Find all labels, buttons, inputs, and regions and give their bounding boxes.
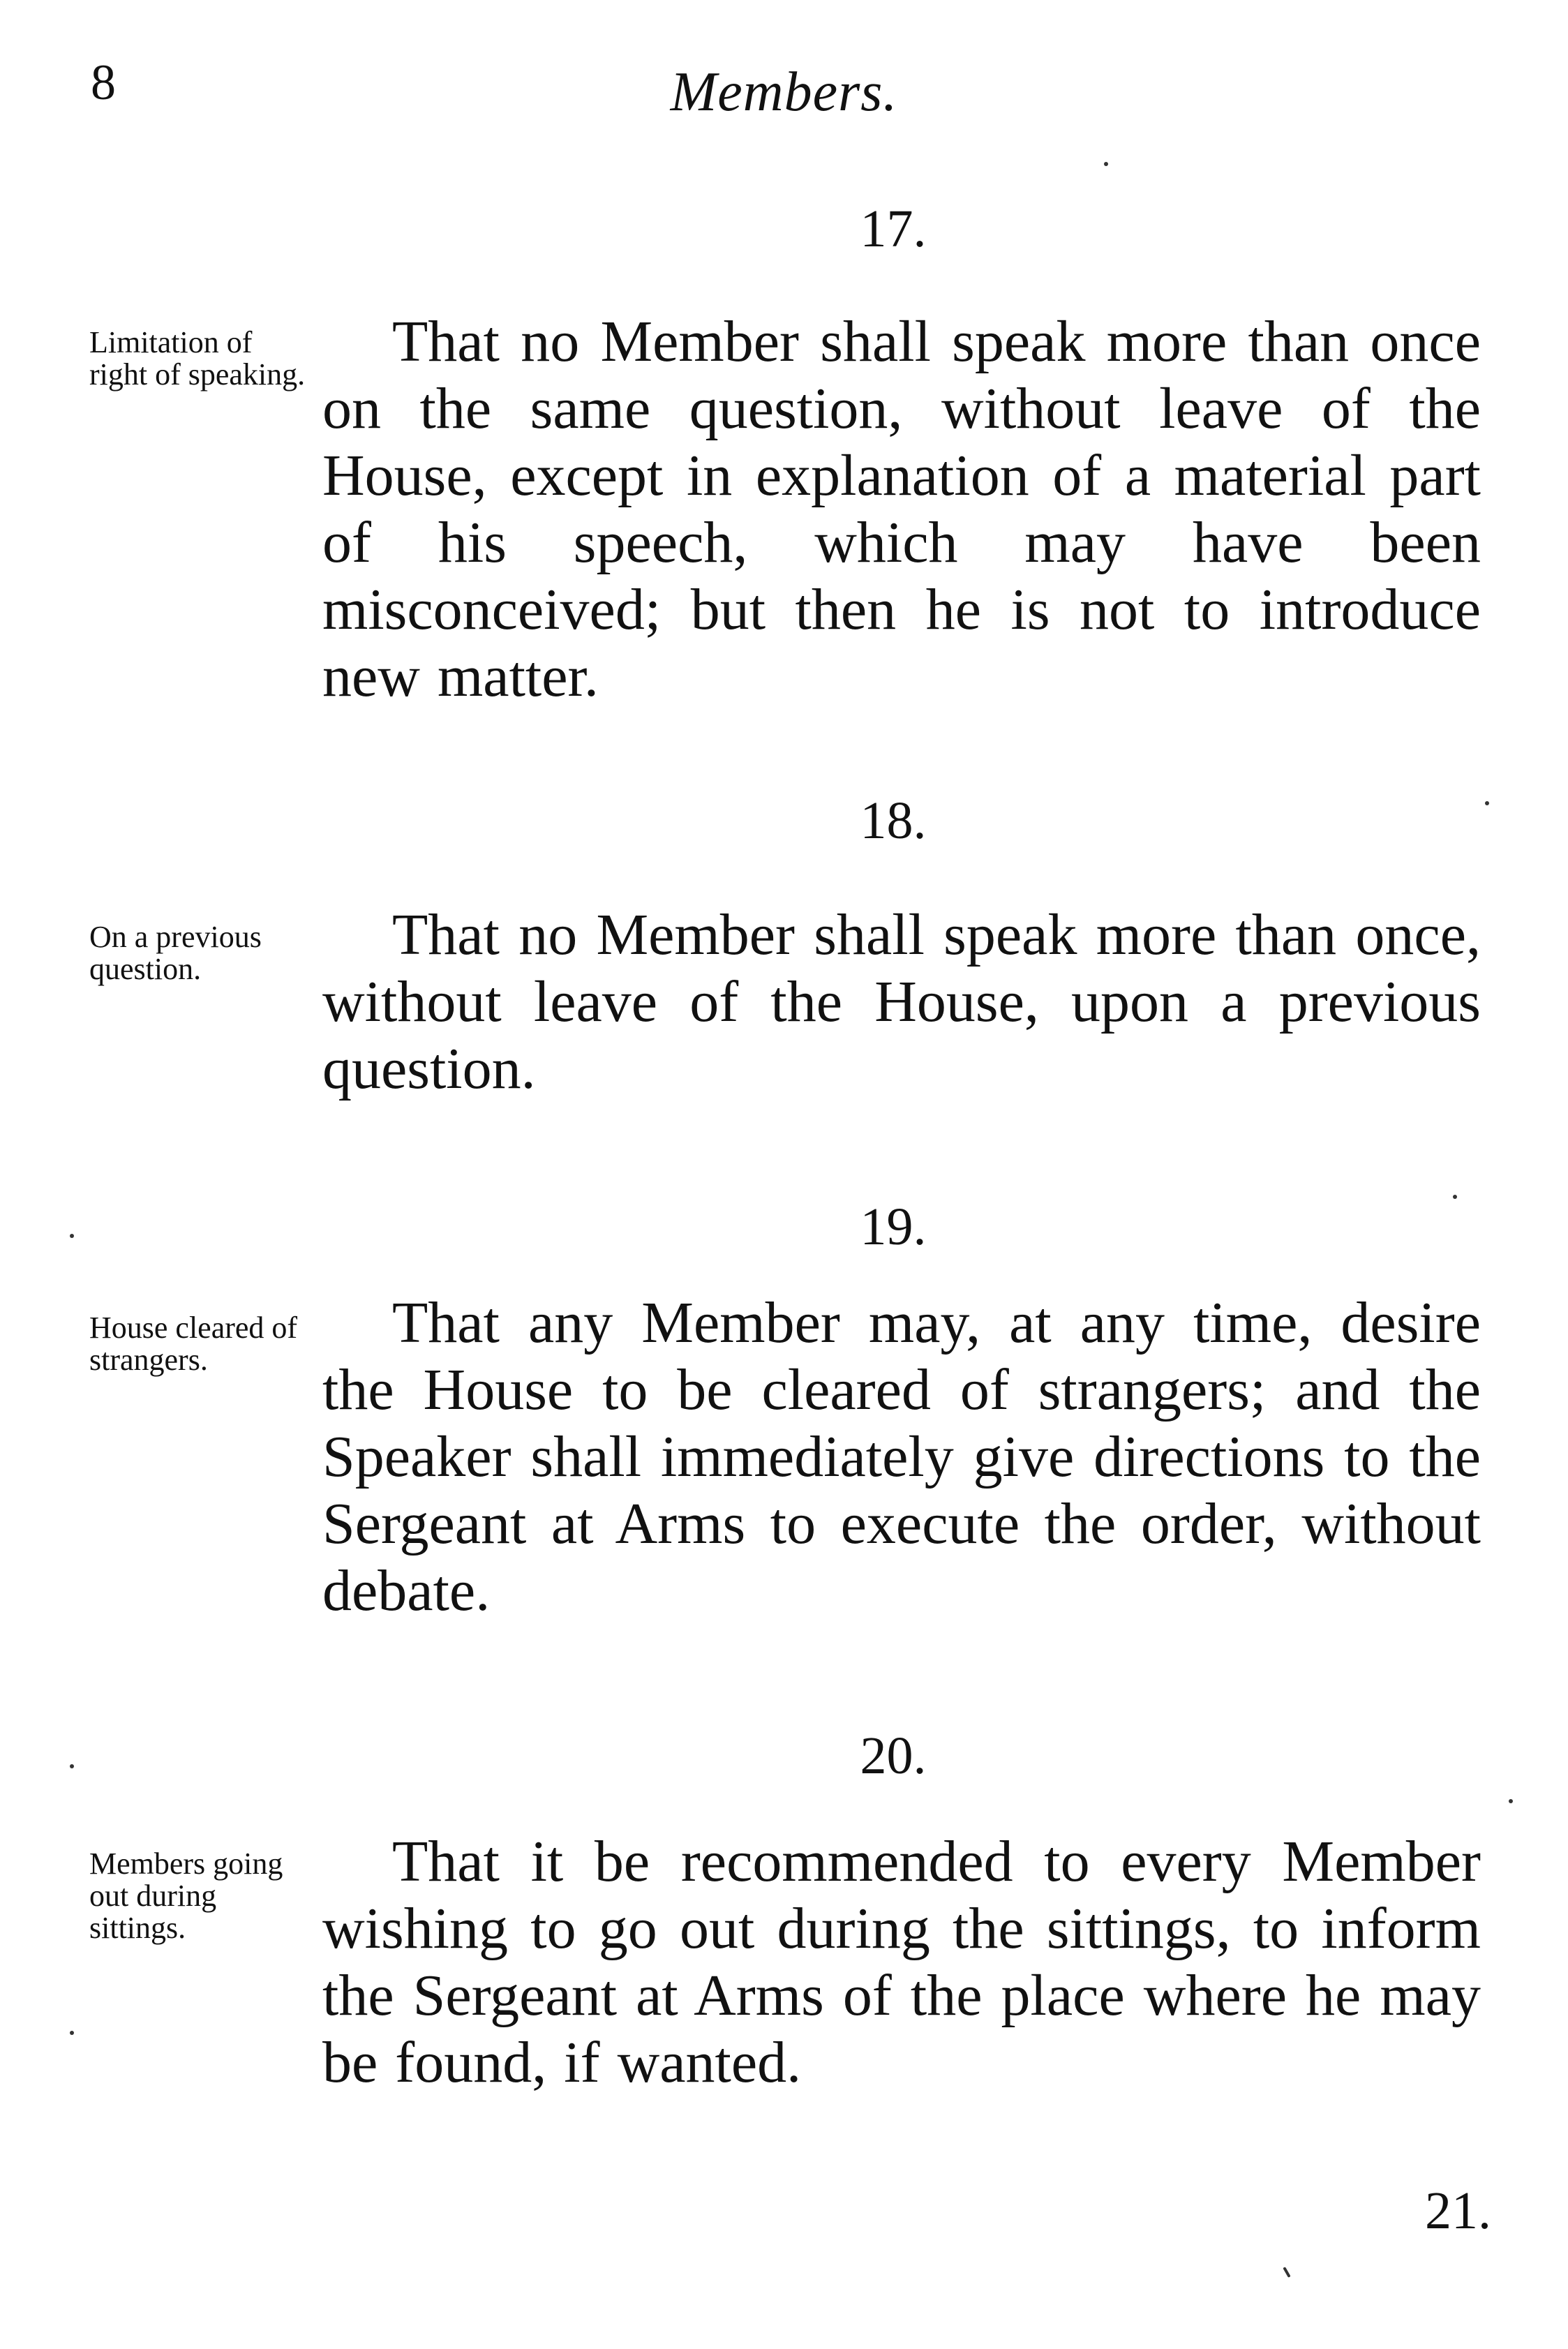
- scan-speck: [1453, 1195, 1457, 1199]
- scan-speck: [1283, 2267, 1290, 2278]
- rule-text-body: That no Member shall speak more than once on the same question, without leave of the House, except in explanation of a material part of his speech, which may have been misconceived; but then he is not to introduce new matter.: [322, 309, 1481, 709]
- side-note: Members going out during sittings.: [89, 1847, 283, 1945]
- rule-text-body: That it be recommended to every Member wishing to go out during the sittings, to inform the Sergeant at Arms of the place where he may be found, if wanted.: [322, 1829, 1481, 2095]
- rule-text: [322, 1828, 1481, 2096]
- scan-speck: [70, 1764, 74, 1768]
- scan-speck: [70, 2031, 74, 2035]
- catchword: 21.: [1425, 2182, 1491, 2240]
- scan-speck: [1509, 1799, 1513, 1803]
- side-note: On a previous question.: [89, 920, 262, 986]
- scan-speck: [1104, 162, 1108, 166]
- scan-speck: [70, 1234, 74, 1238]
- page-number: 8: [91, 54, 116, 110]
- scan-speck: [1485, 801, 1489, 805]
- side-note: House cleared of strangers.: [89, 1311, 298, 1377]
- rule-number: 19.: [860, 1198, 927, 1256]
- rule-text: [322, 1290, 1481, 1625]
- side-note: Limitation of right of speaking.: [89, 325, 306, 392]
- rule-text: [322, 308, 1481, 710]
- rule-text: [322, 902, 1481, 1103]
- running-head: Members.: [670, 61, 898, 123]
- rule-text-body: That no Member shall speak more than once, without leave of the House, upon a previous question.: [322, 902, 1481, 1101]
- rule-number: 17.: [860, 200, 927, 258]
- rule-number: 18.: [860, 791, 927, 850]
- rule-number: 20.: [860, 1727, 927, 1785]
- rule-text-body: That any Member may, at any time, desire the House to be cleared of strangers; and the Speaker shall immediately give directions to the Sergeant at Arms to execute the order, without debate.: [322, 1290, 1481, 1623]
